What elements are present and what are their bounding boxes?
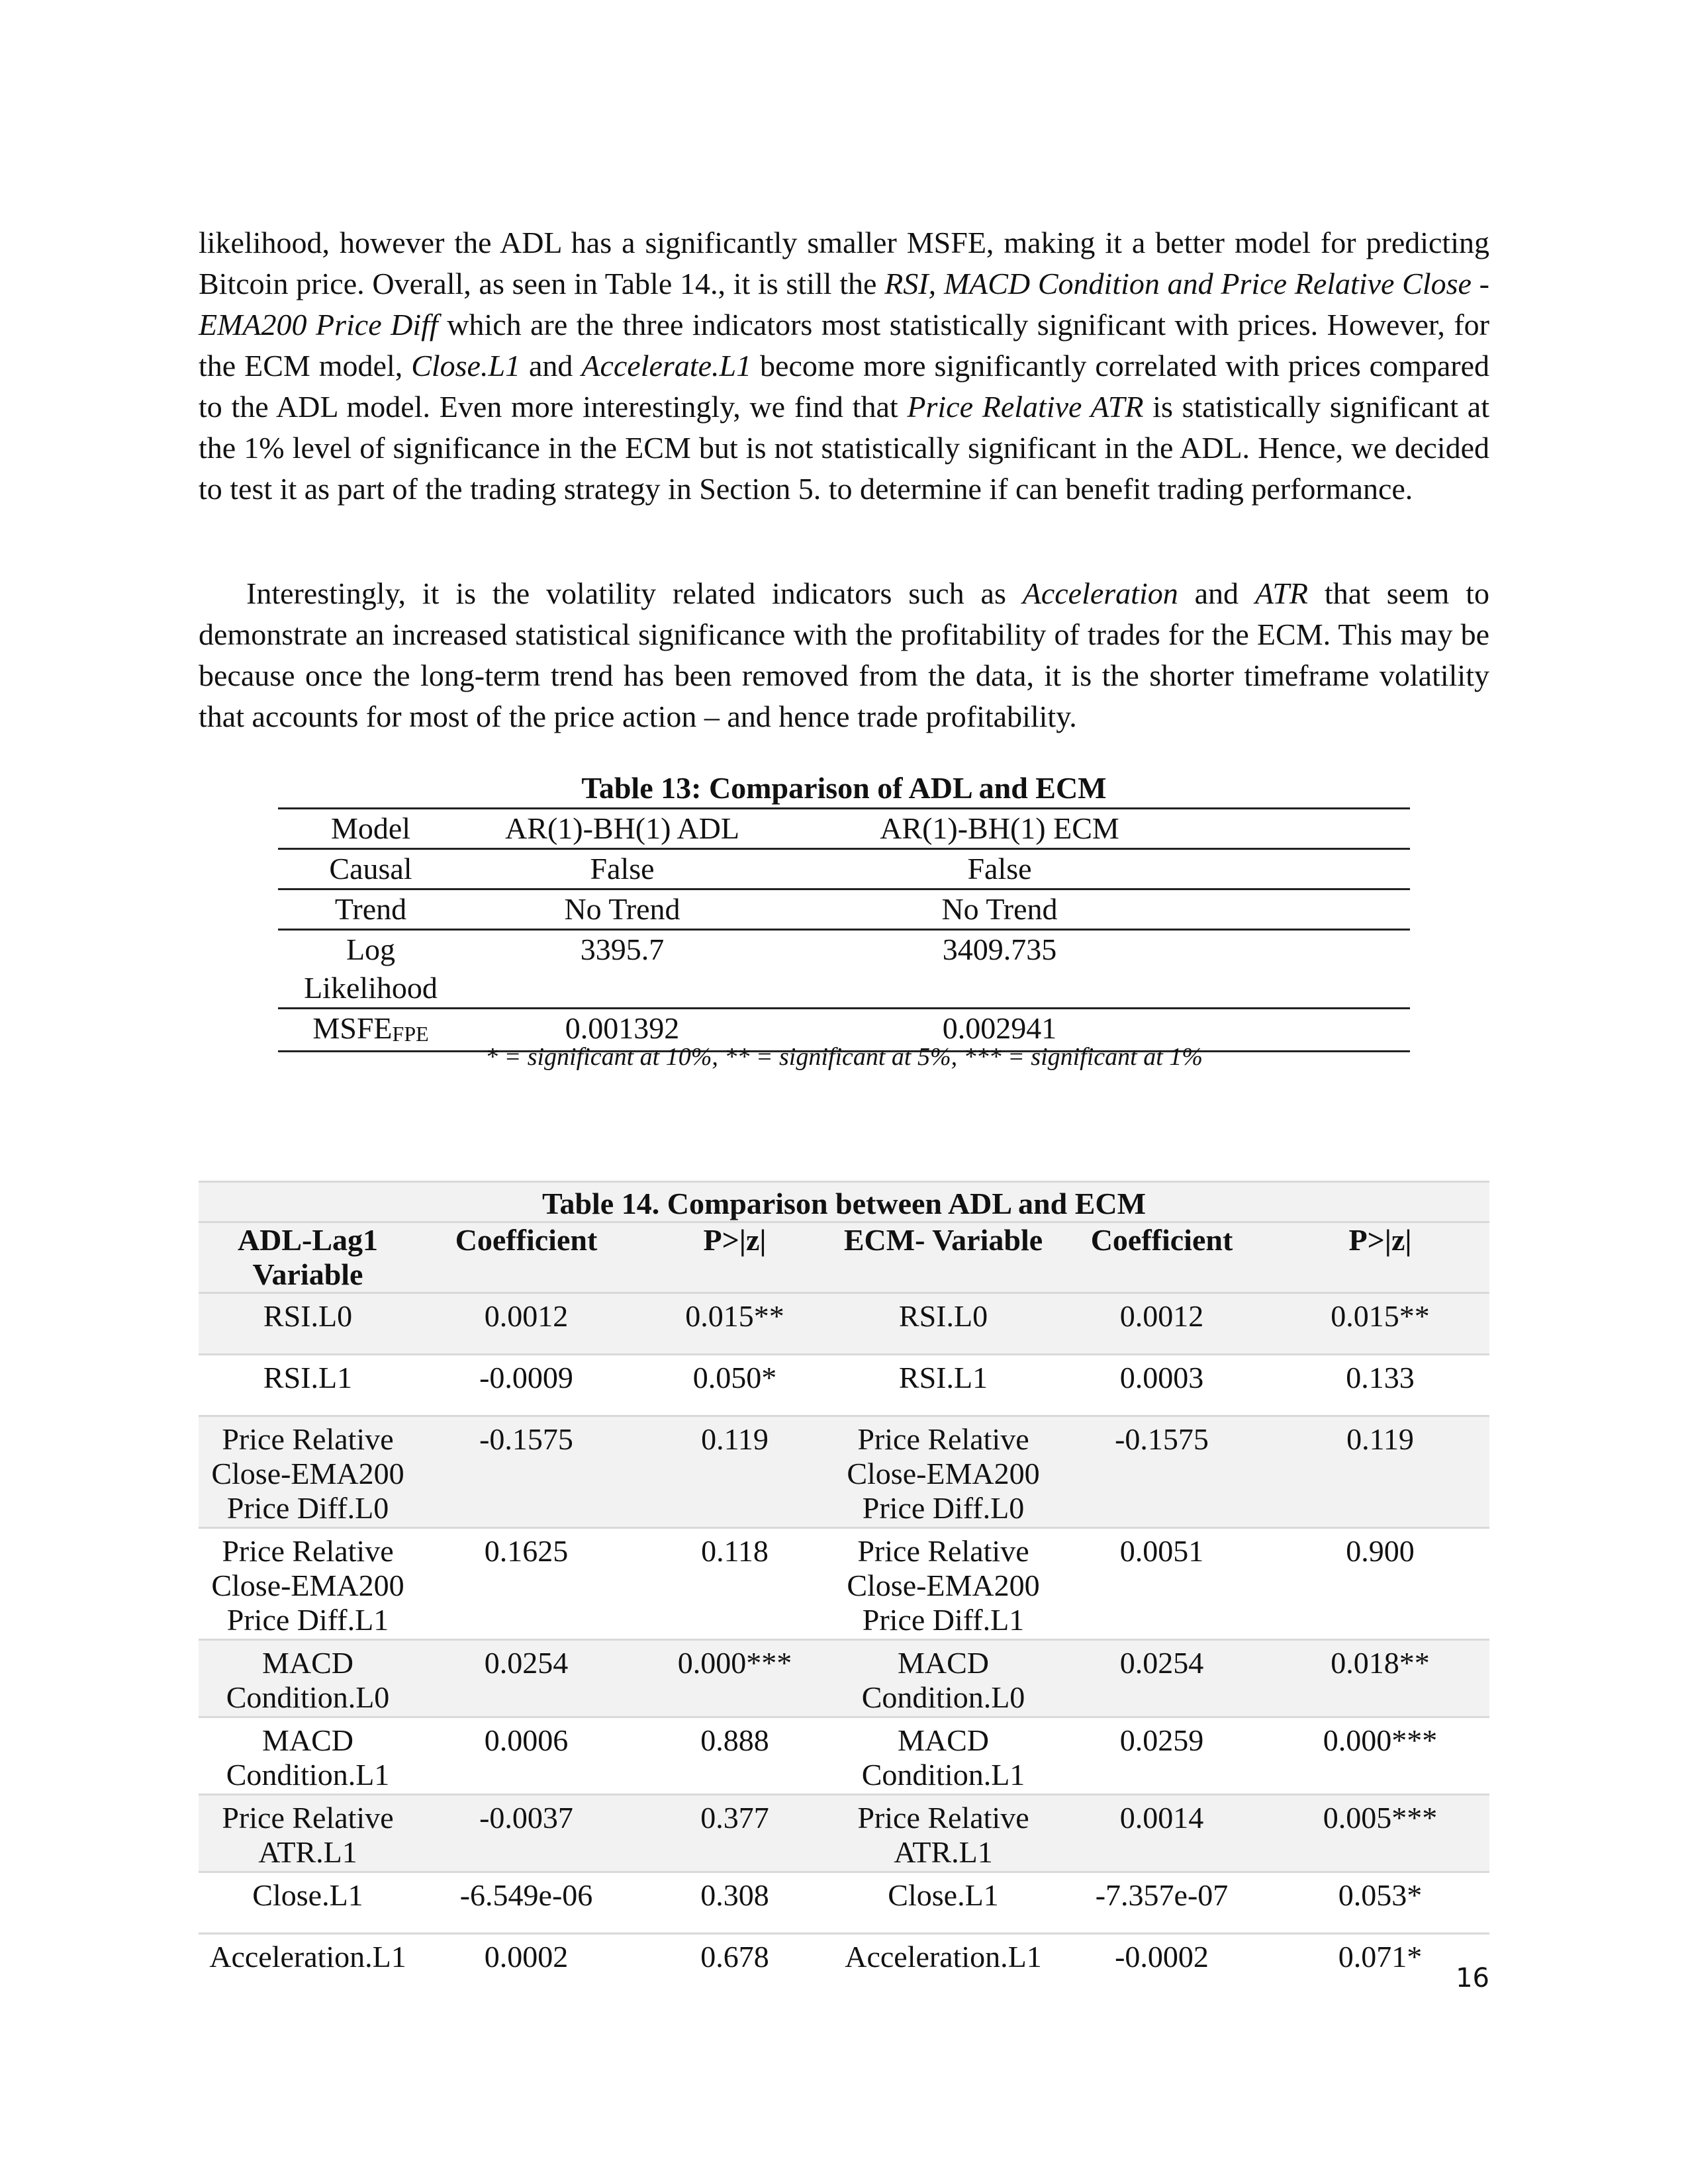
msfe-subscript: FPE [392, 1022, 429, 1046]
italic-run: Acceleration [1022, 576, 1178, 610]
table-cell: 0.050* [635, 1355, 834, 1416]
table-cell: False [463, 849, 781, 889]
table-cell: Price Relative Close-EMA200 Price Diff.L0 [199, 1416, 417, 1528]
table-cell: MACD Condition.L0 [834, 1640, 1053, 1717]
table-cell: 0.0012 [417, 1293, 635, 1355]
table-cell: False [781, 849, 1218, 889]
table-cell: 0.888 [635, 1717, 834, 1795]
table-cell: 0.119 [1271, 1416, 1489, 1528]
page-number: 16 [1456, 1963, 1489, 1993]
table-cell: 0.000*** [1271, 1717, 1489, 1795]
text-run: and [520, 349, 582, 383]
column-header: P>|z| [635, 1222, 834, 1293]
table-cell: 0.015** [1271, 1293, 1489, 1355]
text-run: become more significantly correlated with prices compared to the ADL model. Even more interestingly, we find that [199, 349, 1489, 424]
table-cell: 0.1625 [417, 1528, 635, 1640]
table-14 [199, 1181, 1489, 1994]
table-cell: MACD Condition.L0 [199, 1640, 417, 1717]
text-run: is statistically significant at the 1% level of significance in the ECM but is not statistically significant in the ADL. Hence, we decided to test it as part of the trading strategy in Section 5. to determine if can benefit trading performance. [199, 390, 1489, 506]
table-cell: No Trend [463, 889, 781, 930]
table-cell: 0.0002 [417, 1934, 635, 1995]
table-cell: RSI.L1 [199, 1355, 417, 1416]
table-cell: 0.678 [635, 1934, 834, 1995]
table-cell: 0.015** [635, 1293, 834, 1355]
table-cell: RSI.L0 [199, 1293, 417, 1355]
table-row [199, 1795, 1489, 1872]
table-cell: Price Relative Close-EMA200 Price Diff.L1 [834, 1528, 1053, 1640]
italic-run: RSI, MACD Condition and Price Relative Close - EMA200 Price Diff [199, 267, 1489, 341]
table-row [278, 809, 1410, 849]
column-header: ADL-Lag1 Variable [199, 1222, 417, 1293]
table-cell: AR(1)-BH(1) ADL [463, 809, 781, 849]
table-13-title: Table 13: Comparison of ADL and ECM [581, 771, 1107, 805]
table-cell: 0.0254 [1053, 1640, 1271, 1717]
table-cell: 0.0003 [1053, 1355, 1271, 1416]
table-cell: 0.133 [1271, 1355, 1489, 1416]
table-cell: -6.549e-06 [417, 1872, 635, 1934]
table-cell: Causal [278, 849, 463, 889]
column-header: ECM- Variable [834, 1222, 1053, 1293]
italic-run: Close.L1 [411, 349, 521, 383]
table-cell: Price Relative Close-EMA200 Price Diff.L1 [199, 1528, 417, 1640]
table-row [199, 1528, 1489, 1640]
table-cell: 0.0259 [1053, 1717, 1271, 1795]
table-cell: 3409.735 [781, 930, 1218, 1009]
table-cell: Close.L1 [834, 1872, 1053, 1934]
table-cell: RSI.L0 [834, 1293, 1053, 1355]
table-row [278, 849, 1410, 889]
table-cell: 0.377 [635, 1795, 834, 1872]
table-cell: Acceleration.L1 [834, 1934, 1053, 1995]
table-cell: 0.001392 [463, 1009, 781, 1052]
table-cell: -0.1575 [417, 1416, 635, 1528]
table-cell: MACD Condition.L1 [199, 1717, 417, 1795]
table-title-row [199, 1182, 1489, 1222]
table-row [199, 1872, 1489, 1934]
table-cell: 0.119 [635, 1416, 834, 1528]
table-cell [1218, 849, 1410, 889]
table-cell: 0.118 [635, 1528, 834, 1640]
text-run: likelihood, however the ADL has a significantly smaller MSFE, making it a better model for predicting Bitcoin price. Overall, as seen in Table 14., it is still the [199, 226, 1489, 300]
table-cell: Price Relative Close-EMA200 Price Diff.L0 [834, 1416, 1053, 1528]
table-cell: Model [278, 809, 463, 849]
table-cell: 0.0254 [417, 1640, 635, 1717]
table-header-row [199, 1222, 1489, 1293]
table-row [199, 1717, 1489, 1795]
table-cell: 0.018** [1271, 1640, 1489, 1717]
table-14-title: Table 14. Comparison between ADL and ECM [199, 1182, 1489, 1222]
table-cell: 0.000*** [635, 1640, 834, 1717]
table-cell: Close.L1 [199, 1872, 417, 1934]
table-cell: -0.1575 [1053, 1416, 1271, 1528]
table-cell: -0.0002 [1053, 1934, 1271, 1995]
body-paragraph-2 [199, 573, 1489, 737]
table-row [278, 889, 1410, 930]
table-row [199, 1934, 1489, 1995]
table-cell: Trend [278, 889, 463, 930]
table-cell: 3395.7 [463, 930, 781, 1009]
text-run: Interestingly, it is the volatility related indicators such as [246, 576, 1023, 610]
table-cell: AR(1)-BH(1) ECM [781, 809, 1218, 849]
table-cell [1218, 930, 1410, 1009]
table-row [199, 1355, 1489, 1416]
column-header: Coefficient [1053, 1222, 1271, 1293]
table-cell [1218, 809, 1410, 849]
table-cell: RSI.L1 [834, 1355, 1053, 1416]
table-row [199, 1640, 1489, 1717]
italic-run: ATR [1254, 576, 1309, 610]
table-row [199, 1416, 1489, 1528]
table-cell: -0.0009 [417, 1355, 635, 1416]
table-row [278, 930, 1410, 1009]
table-cell: Price Relative ATR.L1 [834, 1795, 1053, 1872]
table-row [199, 1293, 1489, 1355]
text-run: and [1178, 576, 1255, 610]
text-run: which are the three indicators most statistically significant with prices. However, for the ECM model, [199, 308, 1489, 383]
table-cell: Log Likelihood [278, 930, 463, 1009]
table-cell: 0.0014 [1053, 1795, 1271, 1872]
table-cell: -0.0037 [417, 1795, 635, 1872]
table-cell: 0.053* [1271, 1872, 1489, 1934]
text-run: that seem to demonstrate an increased statistical significance with the profitability of trades for the ECM. This may be because once the long-term trend has been removed from the data, it is the shorter timeframe volatility that accounts for most of the price action – and hence trade profitability. [199, 576, 1489, 733]
table-cell: 0.308 [635, 1872, 834, 1934]
table-13-note: * = significant at 10%, ** = significant at 5%, *** = significant at 1% [485, 1043, 1203, 1071]
table-cell: 0.002941 [781, 1009, 1218, 1052]
table-cell: MACD Condition.L1 [834, 1717, 1053, 1795]
column-header: Coefficient [417, 1222, 635, 1293]
table-cell: Price Relative ATR.L1 [199, 1795, 417, 1872]
table-cell: 0.900 [1271, 1528, 1489, 1640]
table-cell: 0.0006 [417, 1717, 635, 1795]
body-paragraph-1 [199, 222, 1489, 510]
msfe-label: MSFE [312, 1011, 393, 1045]
table-cell: 0.0051 [1053, 1528, 1271, 1640]
column-header: P>|z| [1271, 1222, 1489, 1293]
table-cell: 0.005*** [1271, 1795, 1489, 1872]
italic-run: Price Relative ATR [907, 390, 1144, 424]
table-cell [1218, 889, 1410, 930]
italic-run: Accelerate.L1 [581, 349, 752, 383]
table-cell: No Trend [781, 889, 1218, 930]
table-13 [278, 807, 1410, 1052]
table-cell: Acceleration.L1 [199, 1934, 417, 1995]
table-cell: 0.071* [1271, 1934, 1489, 1995]
table-cell: -7.357e-07 [1053, 1872, 1271, 1934]
table-cell: 0.0012 [1053, 1293, 1271, 1355]
